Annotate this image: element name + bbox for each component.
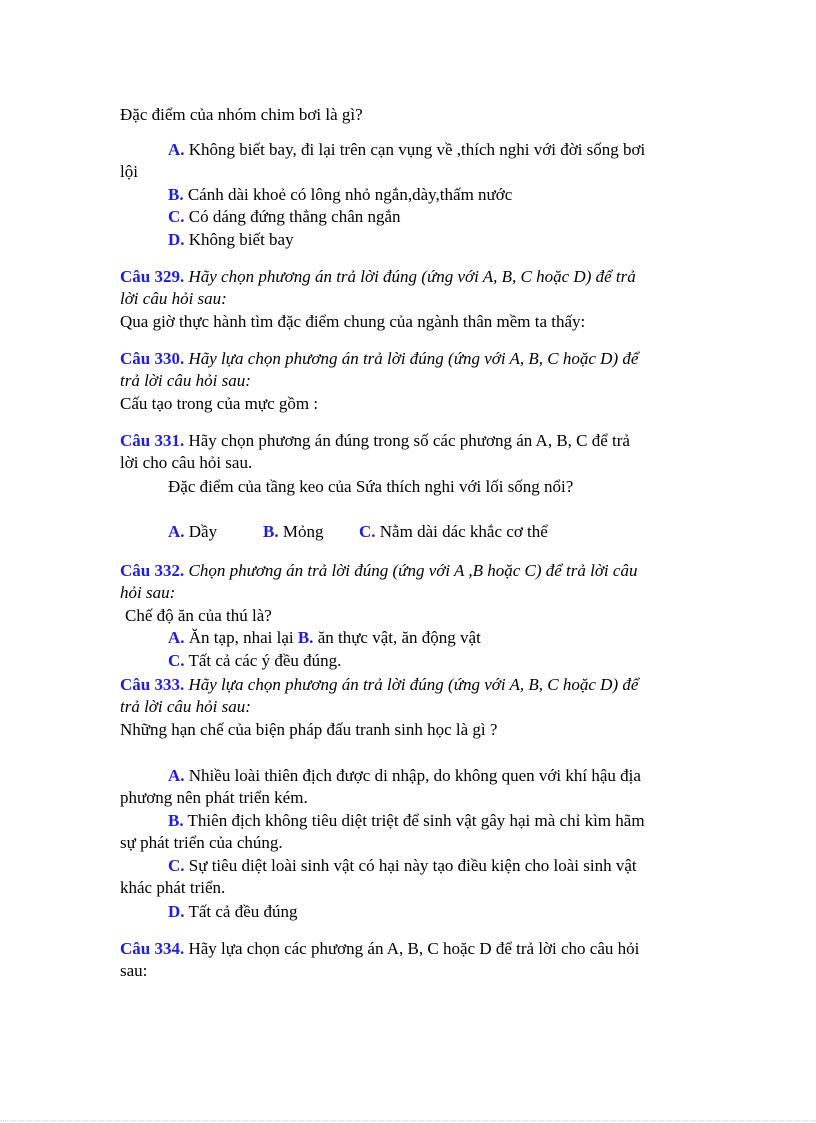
question-332-option-c	[168, 650, 341, 672]
option-text: Cánh dài khoẻ có lông nhỏ ngắn,dày,thấm nước	[187, 185, 513, 204]
question-331-header	[120, 430, 630, 452]
question-331-text: Đặc điểm của tầng keo của Sứa thích nghi với lối sống nổi?	[168, 477, 574, 496]
question-330-header	[120, 348, 638, 370]
question-333-option-b-cont: sự phát triển của chúng.	[120, 833, 283, 852]
option-letter: A.	[168, 140, 185, 159]
question-number: Câu 333.	[120, 675, 185, 694]
question-331-option-c	[359, 521, 548, 543]
option-text: Nhiều loài thiên địch được di nhập, do không quen với khí hậu địa	[184, 766, 641, 785]
question-333-instruction-cont: trả lời câu hỏi sau:	[120, 697, 251, 716]
question-329-header	[120, 266, 636, 288]
option-letter: B.	[263, 522, 279, 541]
intro-question: Đặc điểm của nhóm chim bơi là gì?	[120, 105, 363, 124]
question-instruction: Chọn phương án trả lời đúng (ứng với A ,B hoặc C) để trả lời câu	[184, 561, 638, 580]
page-bottom-divider	[0, 1120, 816, 1121]
option-text: Nằm dài dác khắc cơ thể	[375, 522, 548, 541]
question-334-instruction-cont: sau:	[120, 961, 148, 980]
option-text: Không biết bay	[188, 230, 294, 249]
option-text: Sự tiêu diệt loài sinh vật có hại này tạo điều kiện cho loài sinh vật	[184, 856, 637, 875]
question-number: Câu 330.	[120, 349, 185, 368]
question-334-header	[120, 938, 639, 960]
question-332-instruction-cont: hỏi sau:	[120, 583, 176, 602]
option-letter: B.	[297, 628, 314, 647]
option-letter: A.	[168, 522, 185, 541]
question-instruction: Hãy lựa chọn các phương án A, B, C hoặc D để trả lời cho câu hỏi	[184, 939, 640, 958]
question-number: Câu 332.	[120, 561, 185, 580]
option-text: Mỏng	[278, 522, 324, 541]
intro-option-b	[168, 184, 512, 206]
question-number: Câu 331.	[120, 431, 185, 450]
intro-option-d	[168, 229, 294, 251]
question-instruction: Hãy chọn phương án đúng trong số các phương án A, B, C để trả	[184, 431, 630, 450]
option-letter: C.	[168, 856, 185, 875]
option-letter: C.	[168, 207, 185, 226]
question-333-option-b	[168, 810, 645, 832]
question-330-text: Cấu tạo trong của mực gồm :	[120, 394, 319, 413]
question-332-text: Chế độ ăn của thú là?	[125, 606, 272, 625]
option-letter: A.	[168, 628, 185, 647]
option-letter: D.	[168, 902, 185, 921]
intro-option-a-cont: lội	[120, 162, 138, 181]
question-331-instruction-cont: lời cho câu hỏi sau.	[120, 453, 253, 472]
question-332-header	[120, 560, 637, 582]
question-329-instruction-cont: lời câu hỏi sau:	[120, 289, 227, 308]
question-331-option-b	[263, 521, 323, 543]
option-letter: B.	[168, 185, 184, 204]
option-text: Ăn tạp, nhai lại	[184, 628, 298, 647]
question-333-option-a-cont: phương nên phát triển kém.	[120, 788, 308, 807]
question-330-instruction-cont: trả lời câu hỏi sau:	[120, 371, 251, 390]
option-letter: D.	[168, 230, 185, 249]
option-text: Không biết bay, đi lại trên cạn vụng về ,thích nghi với đời sống bơi	[188, 140, 646, 159]
option-letter: A.	[168, 766, 185, 785]
option-letter: C.	[359, 522, 376, 541]
question-333-option-c	[168, 855, 637, 877]
option-letter: B.	[168, 811, 184, 830]
option-text: Tất cả các ý đều đúng.	[184, 651, 342, 670]
question-331-option-a	[168, 521, 217, 543]
question-333-header	[120, 674, 638, 696]
option-text: ăn thực vật, ăn động vật	[313, 628, 481, 647]
question-instruction: Hãy lựa chọn phương án trả lời đúng (ứng với A, B, C hoặc D) để	[184, 675, 639, 694]
option-text: Tất cả đều đúng	[184, 902, 298, 921]
question-number: Câu 329.	[120, 267, 185, 286]
question-333-text: Những hạn chế của biện pháp đấu tranh sinh học là gì ?	[120, 720, 498, 739]
question-number: Câu 334.	[120, 939, 185, 958]
question-instruction: Hãy chọn phương án trả lời đúng (ứng với A, B, C hoặc D) để trả	[184, 267, 636, 286]
question-instruction: Hãy lựa chọn phương án trả lời đúng (ứng với A, B, C hoặc D) để	[184, 349, 639, 368]
question-333-option-d	[168, 901, 298, 923]
question-333-option-a	[168, 765, 641, 787]
option-text: Dầy	[184, 522, 218, 541]
question-333-option-c-cont: khác phát triển.	[120, 878, 226, 897]
question-329-text: Qua giờ thực hành tìm đặc điểm chung của ngành thân mềm ta thấy:	[120, 312, 586, 331]
option-letter: C.	[168, 651, 185, 670]
intro-option-a	[168, 139, 645, 161]
intro-option-c	[168, 206, 401, 228]
option-text: Có dáng đứng thẳng chân ngắn	[188, 207, 401, 226]
option-text: Thiên địch không tiêu diệt triệt để sinh vật gây hại mà chỉ kìm hãm	[183, 811, 645, 830]
question-332-option-a-b	[168, 627, 481, 649]
